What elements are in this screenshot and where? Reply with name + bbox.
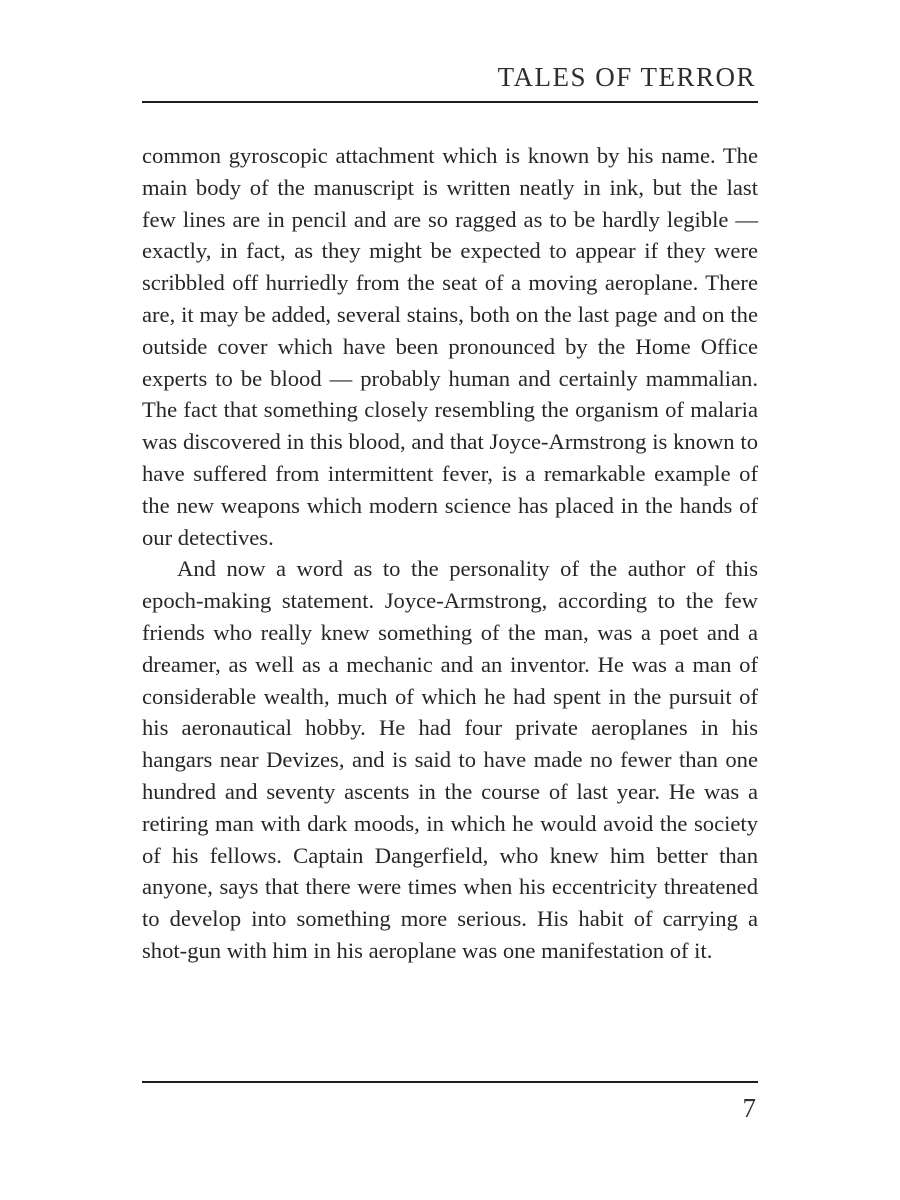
body-text <box>142 140 758 967</box>
header-rule <box>142 101 758 103</box>
paragraph-2: And now a word as to the personality of the author of this epoch-making statement. Joyce-Armstrong, according to the few friends who really knew something of the man, was a poet and a dreamer, as well as a mechanic and an inventor. He was a man of considerable wealth, much of which he had spent in the pursuit of his aeronautical hobby. He had four private aeroplanes in his hangars near Devizes, and is said to have made no fewer than one hundred and seventy ascents in the course of last year. He was a retiring man with dark moods, in which he would avoid the society of his fellows. Captain Dangerfield, who knew him better than anyone, says that there were times when his eccentricity threatened to develop into something more serious. His habit of carrying a shot-gun with him in his aeroplane was one manifestation of it. <box>142 556 758 963</box>
footer-rule <box>142 1081 758 1083</box>
page-number: 7 <box>742 1093 756 1123</box>
paragraph-1: common gyroscopic attachment which is known by his name. The main body of the manuscript is written neatly in ink, but the last few lines are in pencil and are so ragged as to be hardly legible — exactly, in fact, as they might be expected to appear if they were scribbled off hurriedly from the seat of a moving aeroplane. There are, it may be added, several stains, both on the last page and on the outside cover which have been pronounced by the Home Office experts to be blood — probably human and certainly mammalian. The fact that something closely resembling the organism of malaria was discovered in this blood, and that Joyce-Armstrong is known to have suffered from intermittent fever, is a remarkable example of the new weapons which modern science has placed in the hands of our detectives. <box>142 143 758 550</box>
running-head-title: TALES OF TERROR <box>497 62 756 92</box>
